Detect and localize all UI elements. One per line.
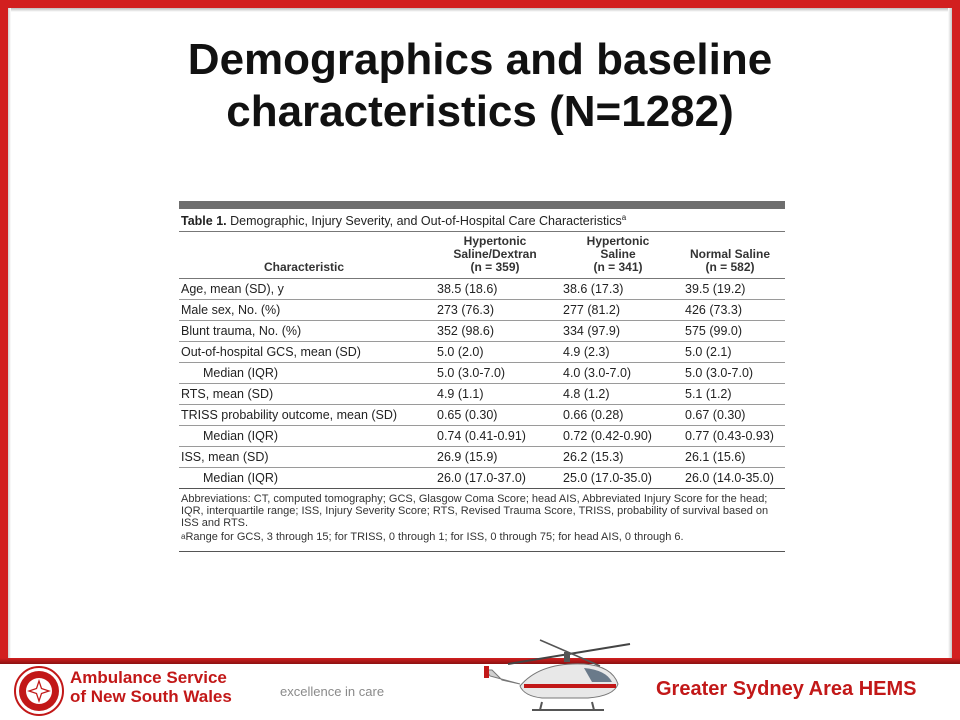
cell-ns: 426 (73.3) (675, 300, 785, 321)
cell-hs: 26.2 (15.3) (561, 447, 675, 468)
tagline: excellence in care (280, 684, 385, 699)
row-label: Out-of-hospital GCS, mean (SD) (179, 342, 429, 363)
table-row (179, 321, 785, 342)
cell-ns: 0.77 (0.43-0.93) (675, 426, 785, 447)
helicopter-icon (480, 636, 640, 720)
cell-hs: 277 (81.2) (561, 300, 675, 321)
table-footnotes (179, 489, 785, 552)
slide-title-line1: Demographics and baseline (187, 35, 773, 84)
cell-hsd: 352 (98.6) (429, 321, 561, 342)
header-hypertonic-saline (561, 232, 675, 279)
ambulance-service-logo-icon (14, 666, 64, 716)
slide-border-top (0, 0, 960, 8)
header-col1-line1: Hypertonic (463, 234, 527, 249)
row-label: ISS, mean (SD) (179, 447, 429, 468)
cell-ns: 575 (99.0) (675, 321, 785, 342)
cell-hsd: 26.9 (15.9) (429, 447, 561, 468)
row-label: TRISS probability outcome, mean (SD) (179, 405, 429, 426)
org-name (70, 668, 232, 706)
table-row (179, 384, 785, 405)
characteristics-table (179, 232, 785, 489)
row-label: Blunt trauma, No. (%) (179, 321, 429, 342)
table-header-row (179, 232, 785, 279)
table-row (179, 342, 785, 363)
cell-ns: 39.5 (19.2) (675, 279, 785, 300)
cell-ns: 26.1 (15.6) (675, 447, 785, 468)
cell-hsd: 4.9 (1.1) (429, 384, 561, 405)
footnote-a-mark: a (181, 532, 186, 542)
table-caption (179, 209, 785, 232)
cell-hs: 4.8 (1.2) (561, 384, 675, 405)
header-hypertonic-saline-dextran (429, 232, 561, 279)
slide-border-left (0, 0, 8, 664)
cell-ns: 5.0 (2.1) (675, 342, 785, 363)
row-label: Median (IQR) (179, 426, 429, 447)
footnote-a-text: Range for GCS, 3 through 15; for TRISS, 0 through 1; for ISS, 0 through 75; for head AIS, 0 through 6. (185, 531, 684, 544)
cell-ns: 5.1 (1.2) (675, 384, 785, 405)
table-caption-text: Demographic, Injury Severity, and Out-of-Hospital Care Characteristics (230, 214, 622, 229)
cell-ns: 26.0 (14.0-35.0) (675, 468, 785, 489)
table-row (179, 300, 785, 321)
slide-title (40, 34, 920, 138)
header-col2-line3: (n = 341) (593, 260, 643, 275)
row-label: RTS, mean (SD) (179, 384, 429, 405)
table-row (179, 426, 785, 447)
org-name-line2: of New South Wales (70, 687, 232, 706)
table-row (179, 447, 785, 468)
cell-hs: 0.66 (0.28) (561, 405, 675, 426)
table-image (179, 201, 785, 552)
cell-hs: 4.9 (2.3) (561, 342, 675, 363)
row-label: Male sex, No. (%) (179, 300, 429, 321)
header-characteristic: Characteristic (263, 260, 345, 275)
cell-hsd: 273 (76.3) (429, 300, 561, 321)
table-caption-sup: a (621, 213, 627, 222)
footnote-a (181, 531, 783, 543)
cell-hsd: 0.74 (0.41-0.91) (429, 426, 561, 447)
header-col3-line2: (n = 582) (705, 260, 755, 275)
slide-inner-shadow-right (948, 8, 952, 658)
slide-inner-shadow-left (8, 8, 11, 658)
table-row (179, 405, 785, 426)
cell-ns: 5.0 (3.0-7.0) (675, 363, 785, 384)
row-label: Median (IQR) (179, 468, 429, 489)
cell-hsd: 5.0 (3.0-7.0) (429, 363, 561, 384)
cell-hsd: 38.5 (18.6) (429, 279, 561, 300)
cell-hsd: 5.0 (2.0) (429, 342, 561, 363)
org-name-line1: Ambulance Service (70, 668, 227, 687)
header-col3-line1: Normal Saline (689, 247, 771, 262)
cell-hs: 25.0 (17.0-35.0) (561, 468, 675, 489)
header-normal-saline (675, 232, 785, 279)
table-row (179, 363, 785, 384)
row-label: Age, mean (SD), y (179, 279, 429, 300)
table-row (179, 279, 785, 300)
cell-hs: 0.72 (0.42-0.90) (561, 426, 675, 447)
cell-hs: 334 (97.9) (561, 321, 675, 342)
header-col2-line1: Hypertonic (586, 234, 650, 249)
slide-title-line2: characteristics (N=1282) (226, 87, 734, 136)
table-caption-label: Table 1. (181, 214, 227, 229)
header-col1-line2: Saline/Dextran (453, 247, 537, 262)
cell-hs: 38.6 (17.3) (561, 279, 675, 300)
table-top-rule (179, 201, 785, 209)
header-col2-line2: Saline (600, 247, 636, 262)
cell-ns: 0.67 (0.30) (675, 405, 785, 426)
table-row (179, 468, 785, 489)
header-col1-line3: (n = 359) (470, 260, 520, 275)
slide-border-right (952, 0, 960, 664)
footnote-abbreviations: Abbreviations: CT, computed tomography; GCS, Glasgow Coma Score; head AIS, Abbreviated Injury Score for the head; IQR, interquartile range; ISS, Injury Severity Score; RTS, Revised Trauma Score, TRISS, probability of survival based on ISS and RTS. (181, 493, 769, 530)
cell-hs: 4.0 (3.0-7.0) (561, 363, 675, 384)
slide-inner-shadow (8, 8, 952, 12)
cell-hsd: 26.0 (17.0-37.0) (429, 468, 561, 489)
cell-hsd: 0.65 (0.30) (429, 405, 561, 426)
row-label: Median (IQR) (179, 363, 429, 384)
hems-name: Greater Sydney Area HEMS (656, 678, 917, 700)
